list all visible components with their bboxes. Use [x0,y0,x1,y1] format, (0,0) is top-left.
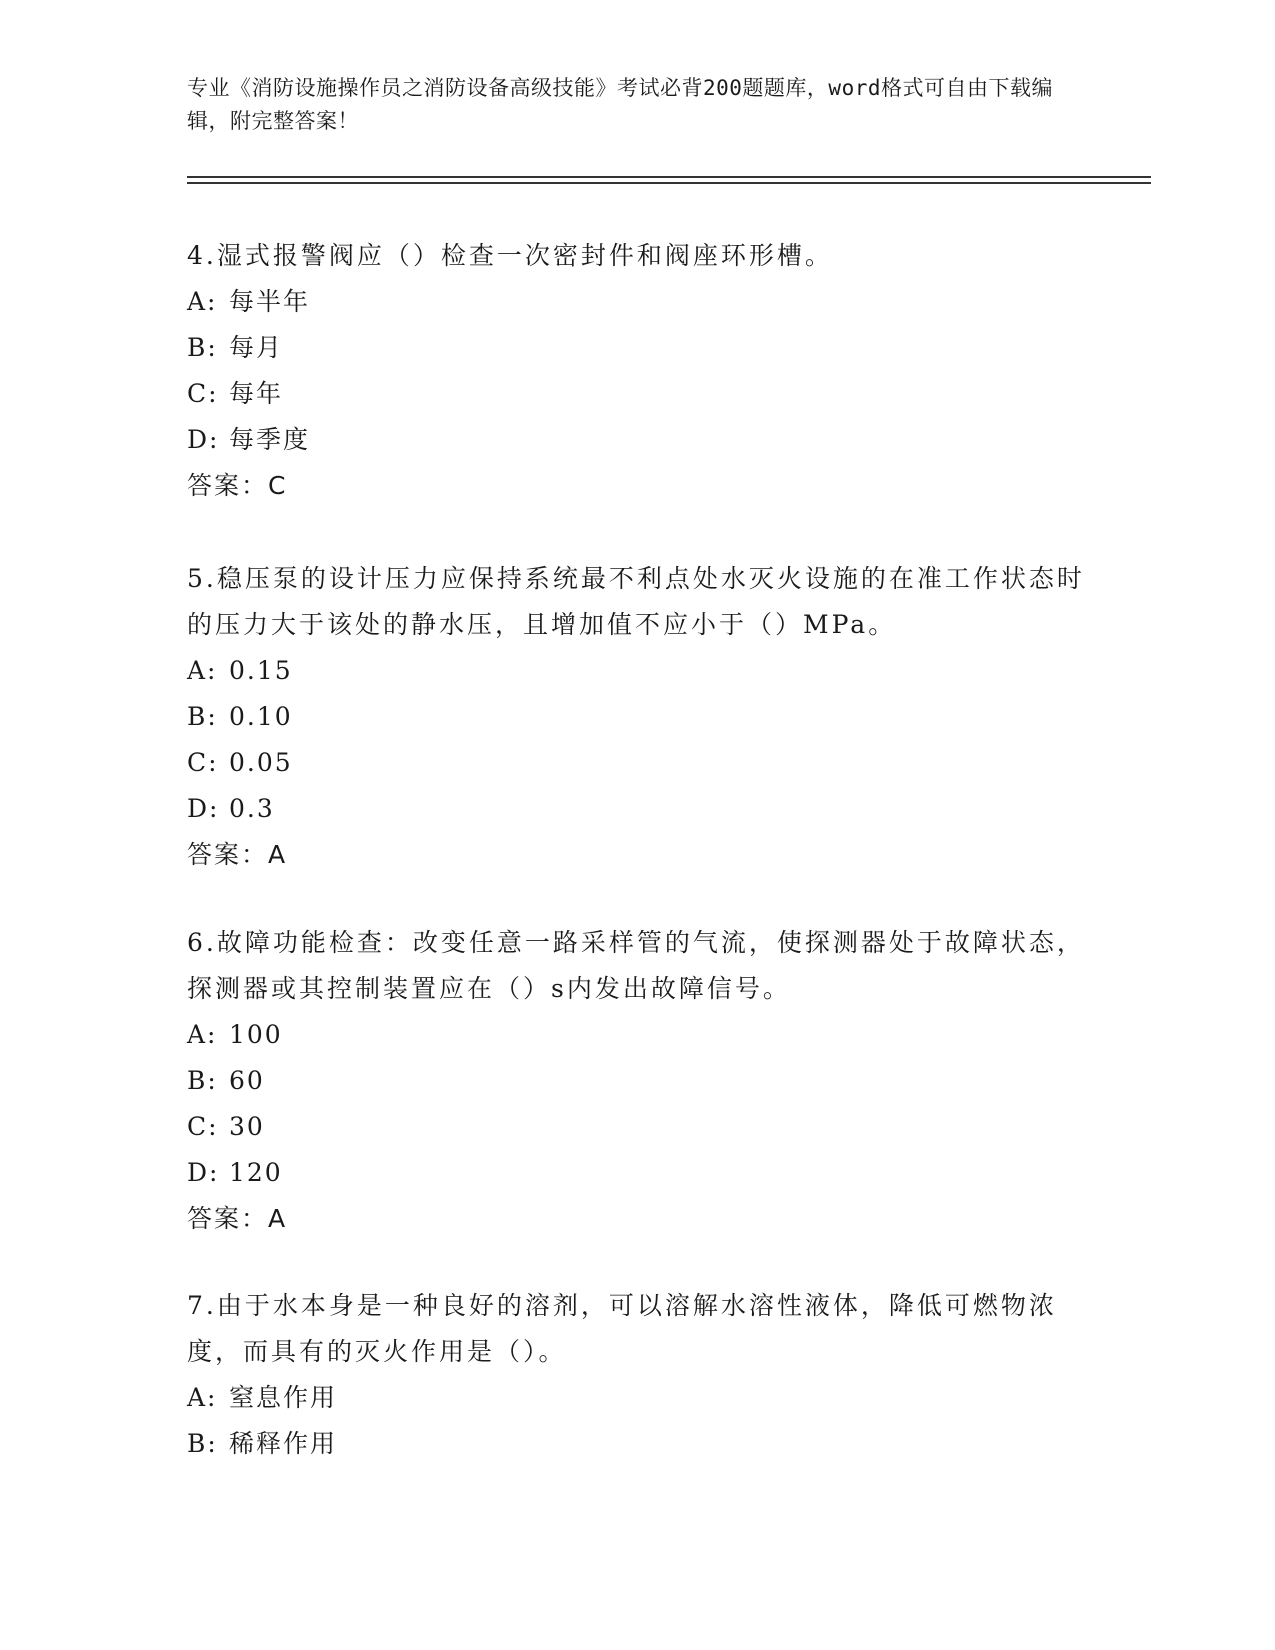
option-text: 每年 [229,379,284,408]
option-text: 每半年 [229,287,311,316]
option-text: 30 [229,1112,265,1141]
document-header: 专业《消防设施操作员之消防设备高级技能》考试必背200题题库，word格式可自由下载编辑，附完整答案！ [187,76,1053,133]
answer-line: 答案：A [187,840,288,869]
question-5 [187,556,1087,878]
option-a [187,1012,1087,1058]
option-letter: D: [187,794,220,823]
option-text: 稀释作用 [229,1429,338,1458]
option-text: 0.15 [229,656,293,685]
option-c [187,371,1087,417]
option-letter: B: [187,1429,218,1458]
option-letter: A: [187,287,218,316]
option-letter: A: [187,656,218,685]
option-b [187,694,1087,740]
option-d [187,786,1087,832]
option-b [187,1421,1087,1467]
question-stem: 6.故障功能检查：改变任意一路采样管的气流，使探测器处于故障状态，探测器或其控制装置应在（）s内发出故障信号。 [187,928,1085,1003]
option-text: 60 [229,1066,265,1095]
option-d [187,417,1087,463]
option-text: 0.3 [229,794,275,823]
question-stem: 5.稳压泵的设计压力应保持系统最不利点处水灭火设施的在准工作状态时的压力大于该处的静水压，且增加值不应小于（）MPa。 [187,564,1085,639]
answer-line: 答案：A [187,1204,288,1233]
option-text: 每月 [229,333,284,362]
option-a [187,279,1087,325]
question-stem: 4.湿式报警阀应（）检查一次密封件和阀座环形槽。 [187,241,833,270]
option-letter: C: [187,379,219,408]
option-letter: B: [187,702,218,731]
option-letter: C: [187,748,219,777]
question-7 [187,1283,1087,1467]
option-c [187,1104,1087,1150]
option-text: 0.10 [229,702,293,731]
question-4 [187,233,1087,509]
option-text: 0.05 [229,748,293,777]
question-stem: 7.由于水本身是一种良好的溶剂，可以溶解水溶性液体，降低可燃物浓度，而具有的灭火作用是（）。 [187,1291,1057,1366]
option-letter: D: [187,425,220,454]
option-text: 120 [229,1158,283,1187]
option-text: 100 [229,1020,283,1049]
option-letter: A: [187,1383,218,1412]
option-letter: B: [187,1066,218,1095]
option-a [187,1375,1087,1421]
option-letter: D: [187,1158,220,1187]
option-text: 每季度 [229,425,311,454]
option-letter: B: [187,333,218,362]
option-b [187,325,1087,371]
option-b [187,1058,1087,1104]
option-letter: C: [187,1112,219,1141]
option-a [187,648,1087,694]
option-text: 窒息作用 [229,1383,338,1412]
question-6 [187,920,1087,1242]
header-divider-top [187,176,1151,178]
answer-line: 答案：C [187,471,288,500]
header-divider-bottom [187,182,1151,184]
option-letter: A: [187,1020,218,1049]
option-d [187,1150,1087,1196]
option-c [187,740,1087,786]
